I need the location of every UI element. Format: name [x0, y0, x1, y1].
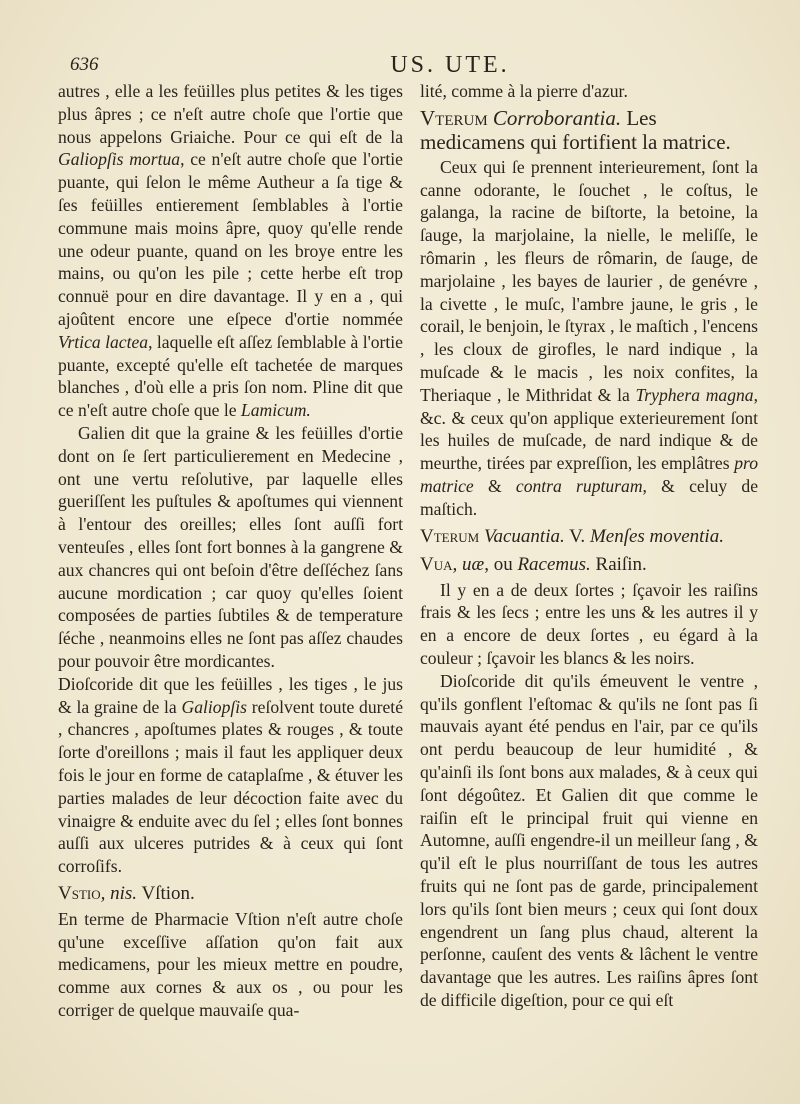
paragraph: Il y en a de deux ſortes ; ſçavoir les raiſins frais & les ſecs ; entre les uns & les autres il y en a encore de deux ſortes , eu égard à la couleur ; ſçavoir les blancs & les noirs. — [420, 579, 758, 668]
running-headword: US. UTE. — [390, 52, 510, 78]
paragraph: Dioſcoride dit qu'ils émeuvent le ventre , qu'ils gonflent l'eſtomac & qu'ils ne ſont pas ſi mauvais ayant été pendus en l'air, par ce qu'ils ont perdu beaucoup de leur humidité , & qu'ainſi ils ſont bons aux malades, & à ceux qui ſont dégoûtez. Et Galien dit que comme le raiſin eſt le principal fruit qui vienne en Automne, auſſi engendre-il un meilleur ſang , & qu'il eſt le plus nourriſſant de tous les autres fruits qui ne ſont pas de garde, principalement lors qu'ils ſont bien meurs ; ceux qui ſont doux engendrent un ſang plus chaud, alterent la perſonne, cauſent des vents & lâchent le ventre davantage que les autres. Les raiſins âpres ſont de difficile digeſtion, pour ce qui eſt — [420, 670, 758, 1010]
right-column — [420, 80, 758, 1012]
entry-heading-uterum-vacuantia: Vterum Vacuantia. V. Menſes moventia. — [420, 525, 724, 547]
paragraph: Dioſcoride dit que les feüilles , les tiges , le jus & la graine de la Galiopſis reſolvent toute dureté , chancres , apoſtumes plates & rouges , & toute ſorte d'oreillons ; mais il faut les appliquer deux fois le jour en forme de cataplaſme , & étuver les parties malades de leur décoction faite avec du vinaigre & enduite avec du ſel ; elles ſont bonnes auſſi aux ulceres putrides & à ceux qui ſont corroſifs. — [58, 673, 403, 877]
page-number: 636 — [70, 54, 99, 75]
paragraph: Galien dit que la graine & les feüilles d'ortie dont on ſe ſert particulierement en Medecine , ont une vertu reſolutive, par laquelle elles gueriſſent les puſtules & apoſtumes qui viennent à l'entour des oreilles; elles ſont auſſi fort venteuſes , elles ſont fort bonnes à la gangrene & aux chancres qui ont beſoin d'être deſſéchez ſans aucune mordication ; car quoy qu'elles ſoient composées de parties ſubtiles & de temperature ſéche , neanmoins elles ne ſont pas aſſez chaudes pour pouvoir être mordicantes. — [58, 422, 403, 671]
paragraph: lité, comme à la pierre d'azur. — [420, 81, 628, 101]
running-head — [70, 52, 750, 82]
entry-heading-ustio: Vstio, nis. Vſtion. — [58, 882, 195, 904]
left-column — [58, 80, 403, 1022]
entry-heading-uterum-corroborantia: Vterum Corroborantia. Les medicamens qui fortifient la matrice. — [420, 105, 731, 154]
paragraph: Ceux qui ſe prennent interieurement, ſont la canne odorante, le ſouchet , le coſtus, le galanga, la racine de biſtorte, la betoine, la ſauge, la marjolaine, la nielle, le meliſſe, le rômarin , les fleurs de rômarin, de ſauge, de marjolaine , les bayes de laurier , de genévre , la civette , le muſc, l'ambre jaune, le gris , le corail, le benjoin, le ſtyrax , le maſtich , l'encens , les cloux de girofles, le nard indique , la muſcade & le macis , les noix confites, la Theriaque , le Mithridat & la Tryphera magna, &c. & ceux qu'on applique exterieurement ſont les huiles de muſcade, de nard indique & de meurthe, tirées par expreſſion, les emplâtres pro matrice & contra rupturam, & celuy de maſtich. — [420, 156, 759, 519]
paragraph: autres , elle a les feüilles plus petites & les tiges plus âpres ; ce n'eſt autre choſe que l'ortie que nous appelons Griaiche. Pour ce qui eſt de la Galiopſis mortua, ce n'eſt autre choſe que l'ortie puante, qui ſelon le même Autheur a ſa tige & ſes feüilles entierement ſemblables à l'ortie commune mais moins âpre, quoy qu'elle rende une odeur puante, quand on les broye entre les mains, ou qu'on les pile ; cette herbe eſt trop connuë pour en dire davantage. Il y en a , qui ajoûtent encore une eſpece d'ortie nommée Vrtica lactea, laquelle eſt aſſez ſemblable à l'ortie puante, excepté qu'elle eſt tachetée de marques blanches , d'où elle a pris ſon nom. Pline dit que ce n'eſt autre choſe que le Lamicum. — [58, 81, 403, 421]
entry-heading-uva: Vua, uæ, ou Racemus. Raiſin. — [420, 553, 647, 575]
paragraph: En terme de Pharmacie Vſtion n'eſt autre choſe qu'une exceſſive aſſation qu'on fait aux medicamens, pour les mieux mettre en poudre, comme aux cornes & aux os , ou pour les corriger de quelque mauvaiſe qua- — [58, 908, 403, 1021]
